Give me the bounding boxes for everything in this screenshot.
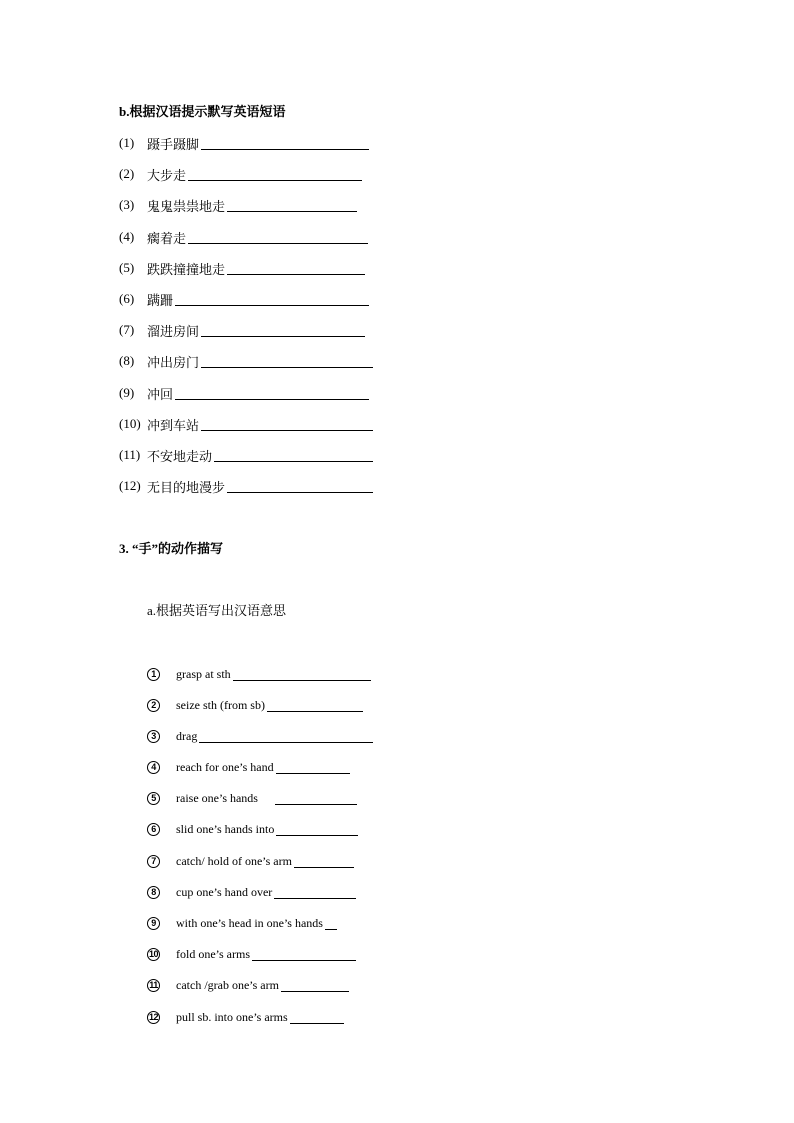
item-number: (2) xyxy=(119,166,135,181)
answer-blank[interactable] xyxy=(227,480,373,493)
phrase-row-3 xyxy=(119,196,357,214)
phrase-row-1 xyxy=(119,134,369,152)
item-label: 无目的地漫步 xyxy=(147,479,226,495)
answer-blank[interactable] xyxy=(276,823,358,836)
answer-blank[interactable] xyxy=(199,730,373,743)
answer-blank[interactable] xyxy=(201,418,373,431)
item-label: fold one’s arms xyxy=(176,946,250,961)
answer-blank[interactable] xyxy=(281,979,349,992)
answer-blank[interactable] xyxy=(175,387,369,400)
item-label: 蹑手蹑脚 xyxy=(147,136,200,152)
item-label: catch/ hold of one’s arm xyxy=(176,853,292,868)
answer-blank[interactable] xyxy=(233,668,371,681)
item-label: 蹒跚 xyxy=(147,292,174,308)
answer-blank[interactable] xyxy=(252,948,356,961)
hand-row-5 xyxy=(147,789,357,807)
answer-blank[interactable] xyxy=(227,262,365,275)
circled-number-icon: 5 xyxy=(147,792,160,805)
item-number: (11) xyxy=(119,447,141,462)
phrase-row-6 xyxy=(119,290,369,308)
phrase-row-11 xyxy=(119,446,373,464)
answer-blank[interactable] xyxy=(201,324,365,337)
item-label: catch /grab one’s arm xyxy=(176,977,279,992)
item-label: pull sb. into one’s arms xyxy=(176,1009,288,1024)
answer-blank[interactable] xyxy=(201,137,369,150)
answer-blank[interactable] xyxy=(201,355,373,368)
item-label: grasp at sth xyxy=(176,666,231,681)
phrase-row-8 xyxy=(119,352,373,370)
circled-number-icon: 7 xyxy=(147,855,160,868)
answer-blank[interactable] xyxy=(325,917,337,930)
circled-number-icon: 2 xyxy=(147,699,160,712)
section-3-heading: 3. “手”的动作描写 xyxy=(119,541,224,556)
hand-row-12 xyxy=(147,1008,344,1026)
section-b-heading: b.根据汉语提示默写英语短语 xyxy=(119,104,286,119)
phrase-row-5 xyxy=(119,259,365,277)
item-label: reach for one’s hand xyxy=(176,759,274,774)
circled-number-icon: 4 xyxy=(147,761,160,774)
item-label: raise one’s hands xyxy=(176,790,273,805)
item-label: 不安地走动 xyxy=(147,448,213,464)
circled-number-icon: 12 xyxy=(148,1012,158,1022)
item-number: (3) xyxy=(119,197,135,212)
item-label: 冲到车站 xyxy=(147,417,200,433)
answer-blank[interactable] xyxy=(294,855,354,868)
section-3-subheading: a.根据英语写出汉语意思 xyxy=(147,603,287,618)
item-label: 冲出房门 xyxy=(147,354,200,370)
circled-number-icon: 1 xyxy=(147,668,160,681)
item-label: 冲回 xyxy=(147,386,174,402)
hand-row-1 xyxy=(147,665,371,683)
circled-number-icon: 11 xyxy=(147,979,160,992)
hand-row-8 xyxy=(147,883,356,901)
item-number: (4) xyxy=(119,229,135,244)
item-number: (7) xyxy=(119,322,135,337)
item-label: 鬼鬼祟祟地走 xyxy=(147,198,226,214)
answer-blank[interactable] xyxy=(290,1011,344,1024)
phrase-row-7 xyxy=(119,321,365,339)
item-number: (8) xyxy=(119,353,135,368)
item-label: seize sth (from sb) xyxy=(176,697,265,712)
answer-blank[interactable] xyxy=(275,792,357,805)
answer-blank[interactable] xyxy=(188,231,368,244)
phrase-row-12 xyxy=(119,477,373,495)
hand-row-7 xyxy=(147,852,354,870)
item-number: (5) xyxy=(119,260,135,275)
phrase-row-4 xyxy=(119,228,368,246)
phrase-row-10 xyxy=(119,415,373,433)
answer-blank[interactable] xyxy=(274,886,356,899)
hand-row-4 xyxy=(147,758,350,776)
item-number: (6) xyxy=(119,291,135,306)
hand-row-3 xyxy=(147,727,373,745)
item-number: (12) xyxy=(119,478,141,493)
item-label: 大步走 xyxy=(147,167,187,183)
answer-blank[interactable] xyxy=(214,449,373,462)
item-label: 跌跌撞撞地走 xyxy=(147,261,226,277)
item-number: (9) xyxy=(119,385,135,400)
circled-number-icon: 8 xyxy=(147,886,160,899)
hand-row-10 xyxy=(147,945,356,963)
item-label: cup one’s hand over xyxy=(176,884,273,899)
item-label: 瘸着走 xyxy=(147,230,187,246)
answer-blank[interactable] xyxy=(267,699,363,712)
phrase-row-9 xyxy=(119,384,369,402)
phrase-row-2 xyxy=(119,165,362,183)
answer-blank[interactable] xyxy=(188,168,362,181)
circled-number-icon: 10 xyxy=(148,949,158,959)
hand-row-6 xyxy=(147,820,358,838)
item-number: (1) xyxy=(119,135,135,150)
hand-row-2 xyxy=(147,696,363,714)
item-number: (10) xyxy=(119,416,141,431)
hand-row-11 xyxy=(147,976,349,994)
item-label: slid one’s hands into xyxy=(176,821,275,836)
item-label: 溜进房间 xyxy=(147,323,200,339)
item-label: drag xyxy=(176,728,198,743)
answer-blank[interactable] xyxy=(175,293,369,306)
circled-number-icon: 6 xyxy=(147,823,160,836)
hand-row-9 xyxy=(147,914,337,932)
circled-number-icon: 9 xyxy=(147,917,160,930)
answer-blank[interactable] xyxy=(276,761,350,774)
item-label: with one’s head in one’s hands xyxy=(176,915,323,930)
circled-number-icon: 3 xyxy=(147,730,160,743)
answer-blank[interactable] xyxy=(227,199,357,212)
